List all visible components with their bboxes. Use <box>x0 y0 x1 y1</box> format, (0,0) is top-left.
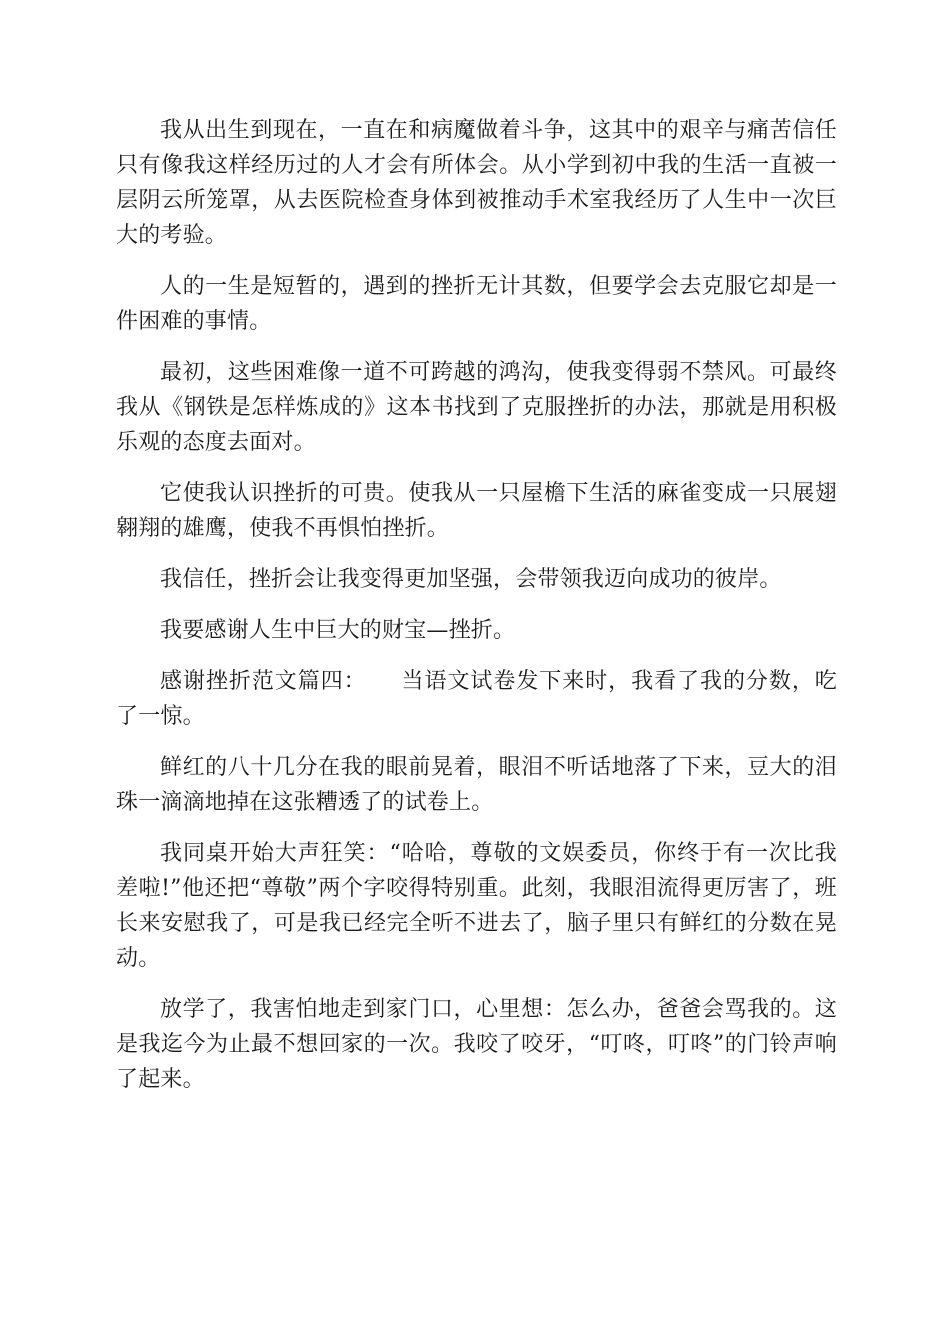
paragraph: 放学了，我害怕地走到家门口，心里想：怎么办，爸爸会骂我的。这是我迄今为止最不想回家的一次。我咬了咬牙，“叮咚，叮咚”的门铃声响了起来。 <box>116 997 837 1092</box>
paragraph: 鲜红的八十几分在我的眼前晃着，眼泪不听话地落了下来，豆大的泪珠一滴滴地掉在这张糟透了的试卷上。 <box>116 755 837 815</box>
paragraph: 人的一生是短暂的，遇到的挫折无计其数，但要学会去克服它却是一件困难的事情。 <box>116 274 837 334</box>
paragraph: 最初，这些困难像一道不可跨越的鸿沟，使我变得弱不禁风。可最终我从《钢铁是怎样炼成的》这本书找到了克服挫折的办法，那就是用积极乐观的态度去面对。 <box>116 360 837 455</box>
paragraph: 感谢挫折范文篇四： 当语文试卷发下来时，我看了我的分数，吃了一惊。 <box>116 669 837 729</box>
document-page <box>116 113 837 1113</box>
paragraph: 我要感谢人生中巨大的财宝—挫折。 <box>160 618 516 643</box>
paragraph: 我从出生到现在，一直在和病魔做着斗争，这其中的艰辛与痛苦信任只有像我这样经历过的人才会有所体会。从小学到初中我的生活一直被一层阴云所笼罩，从去医院检查身体到被推动手术室我经历了人生中一次巨大的考验。 <box>116 118 837 248</box>
paragraph: 它使我认识挫折的可贵。使我从一只屋檐下生活的麻雀变成一只展翅翱翔的雄鹰，使我不再惧怕挫折。 <box>116 481 837 541</box>
paragraph: 我同桌开始大声狂笑：“哈哈，尊敬的文娱委员，你终于有一次比我差啦!”他还把“尊敬”两个字咬得特别重。此刻，我眼泪流得更厉害了，班长来安慰我了，可是我已经完全听不进去了，脑子里只有鲜红的分数在晃动。 <box>116 841 837 971</box>
paragraph: 我信任，挫折会让我变得更加坚强，会带领我迈向成功的彼岸。 <box>160 567 782 592</box>
